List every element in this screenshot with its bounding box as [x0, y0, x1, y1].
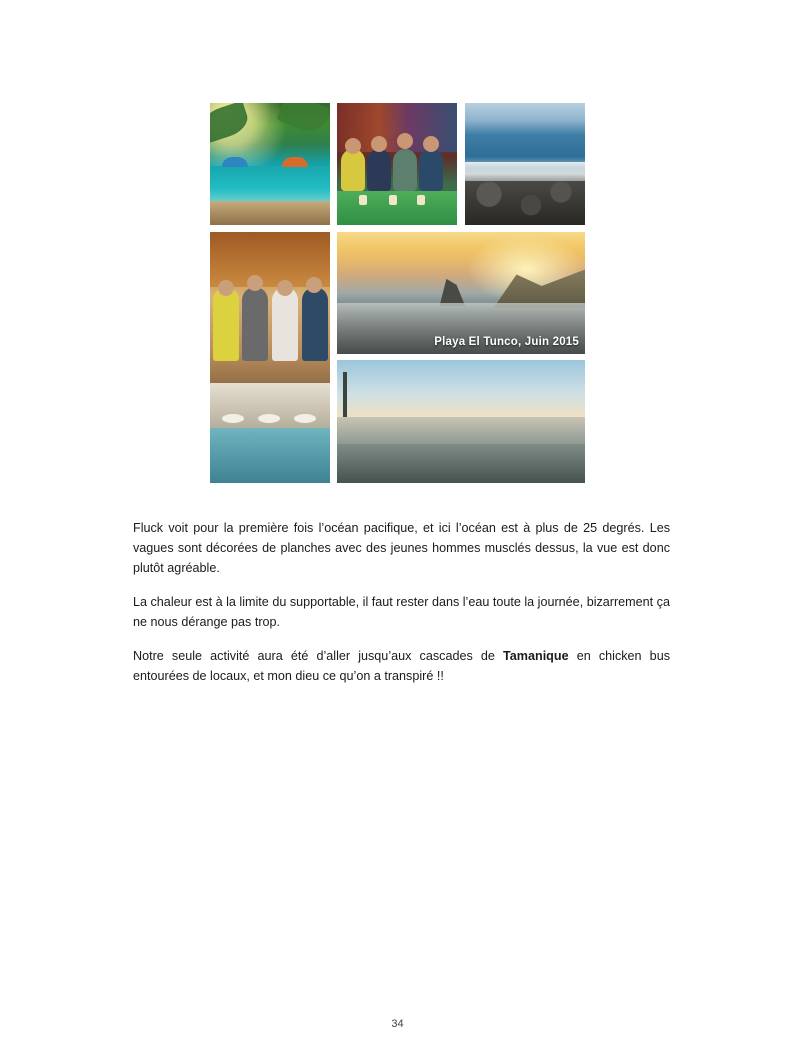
palm-leaf-icon — [276, 103, 330, 137]
cup-icon — [417, 195, 425, 205]
person-head — [371, 136, 387, 152]
person-head — [218, 280, 234, 296]
dusk-sky — [337, 360, 585, 417]
pool-water — [210, 166, 330, 203]
black-rocks — [465, 181, 585, 225]
umbrella-icon — [282, 157, 308, 167]
photo-caption: Playa El Tunco, Juin 2015 — [434, 336, 579, 348]
sea-surface — [337, 417, 585, 444]
body-text — [133, 518, 670, 686]
pool-deck — [210, 201, 330, 225]
page-number: 34 — [391, 1018, 404, 1030]
group-bar-table-photo — [337, 103, 457, 225]
ocean-black-rocks-photo — [465, 103, 585, 225]
paragraph-3 — [133, 646, 670, 686]
paragraph-2-text: La chaleur est à la limite du supportable, il faut rester dans l’eau toute la journée, bizarrement ça ne nous dérange pas trop. — [133, 595, 670, 629]
cup-icon — [389, 195, 397, 205]
sunset-beach-photo — [337, 232, 585, 354]
paragraph-3-text-start: Notre seule activité aura été d’aller jusqu’aux cascades de — [133, 649, 504, 663]
photo-collage — [210, 103, 585, 483]
paragraph-1 — [133, 518, 670, 578]
cup-icon — [359, 195, 367, 205]
cooking-counter-image — [210, 232, 330, 483]
cooking-counter-photo — [210, 232, 330, 483]
person-silhouette — [272, 287, 298, 361]
plate-icon — [222, 414, 244, 423]
plate-icon — [258, 414, 280, 423]
person-head — [277, 280, 293, 296]
paragraph-2 — [133, 592, 670, 632]
person-silhouette — [242, 287, 268, 361]
beach-sand — [337, 444, 585, 483]
person-silhouette — [213, 287, 239, 361]
tiled-floor — [210, 428, 330, 483]
paragraph-3-text-end: en chicken bus entourées de locaux, et mon dieu ce qu’on a transpiré !! — [133, 649, 670, 683]
green-table — [337, 191, 457, 225]
ocean-rocks-image — [465, 103, 585, 225]
dusk-beach-photo — [337, 360, 585, 483]
umbrella-icon — [222, 157, 248, 167]
paragraph-1-text: Fluck voit pour la première fois l’océan pacifique, et ici l’océan est à plus de 25 degrés. Les vagues sont décorées de planches avec des jeunes hommes musclés dessus, la vue est donc plutôt agréable. — [133, 521, 670, 575]
place-name-tamanique: Tamanique — [503, 649, 569, 663]
person-silhouette — [393, 149, 417, 191]
person-silhouette — [419, 149, 443, 191]
person-silhouette — [341, 149, 365, 191]
dusk-beach-image — [337, 360, 585, 483]
wave-foam — [465, 162, 585, 177]
plate-icon — [294, 414, 316, 423]
pool-palms-image — [210, 103, 330, 225]
person-silhouette — [367, 149, 391, 191]
person-silhouette — [302, 287, 328, 361]
pool-palms-photo — [210, 103, 330, 225]
group-bar-image — [337, 103, 457, 225]
person-head — [247, 275, 263, 291]
person-head — [423, 136, 439, 152]
